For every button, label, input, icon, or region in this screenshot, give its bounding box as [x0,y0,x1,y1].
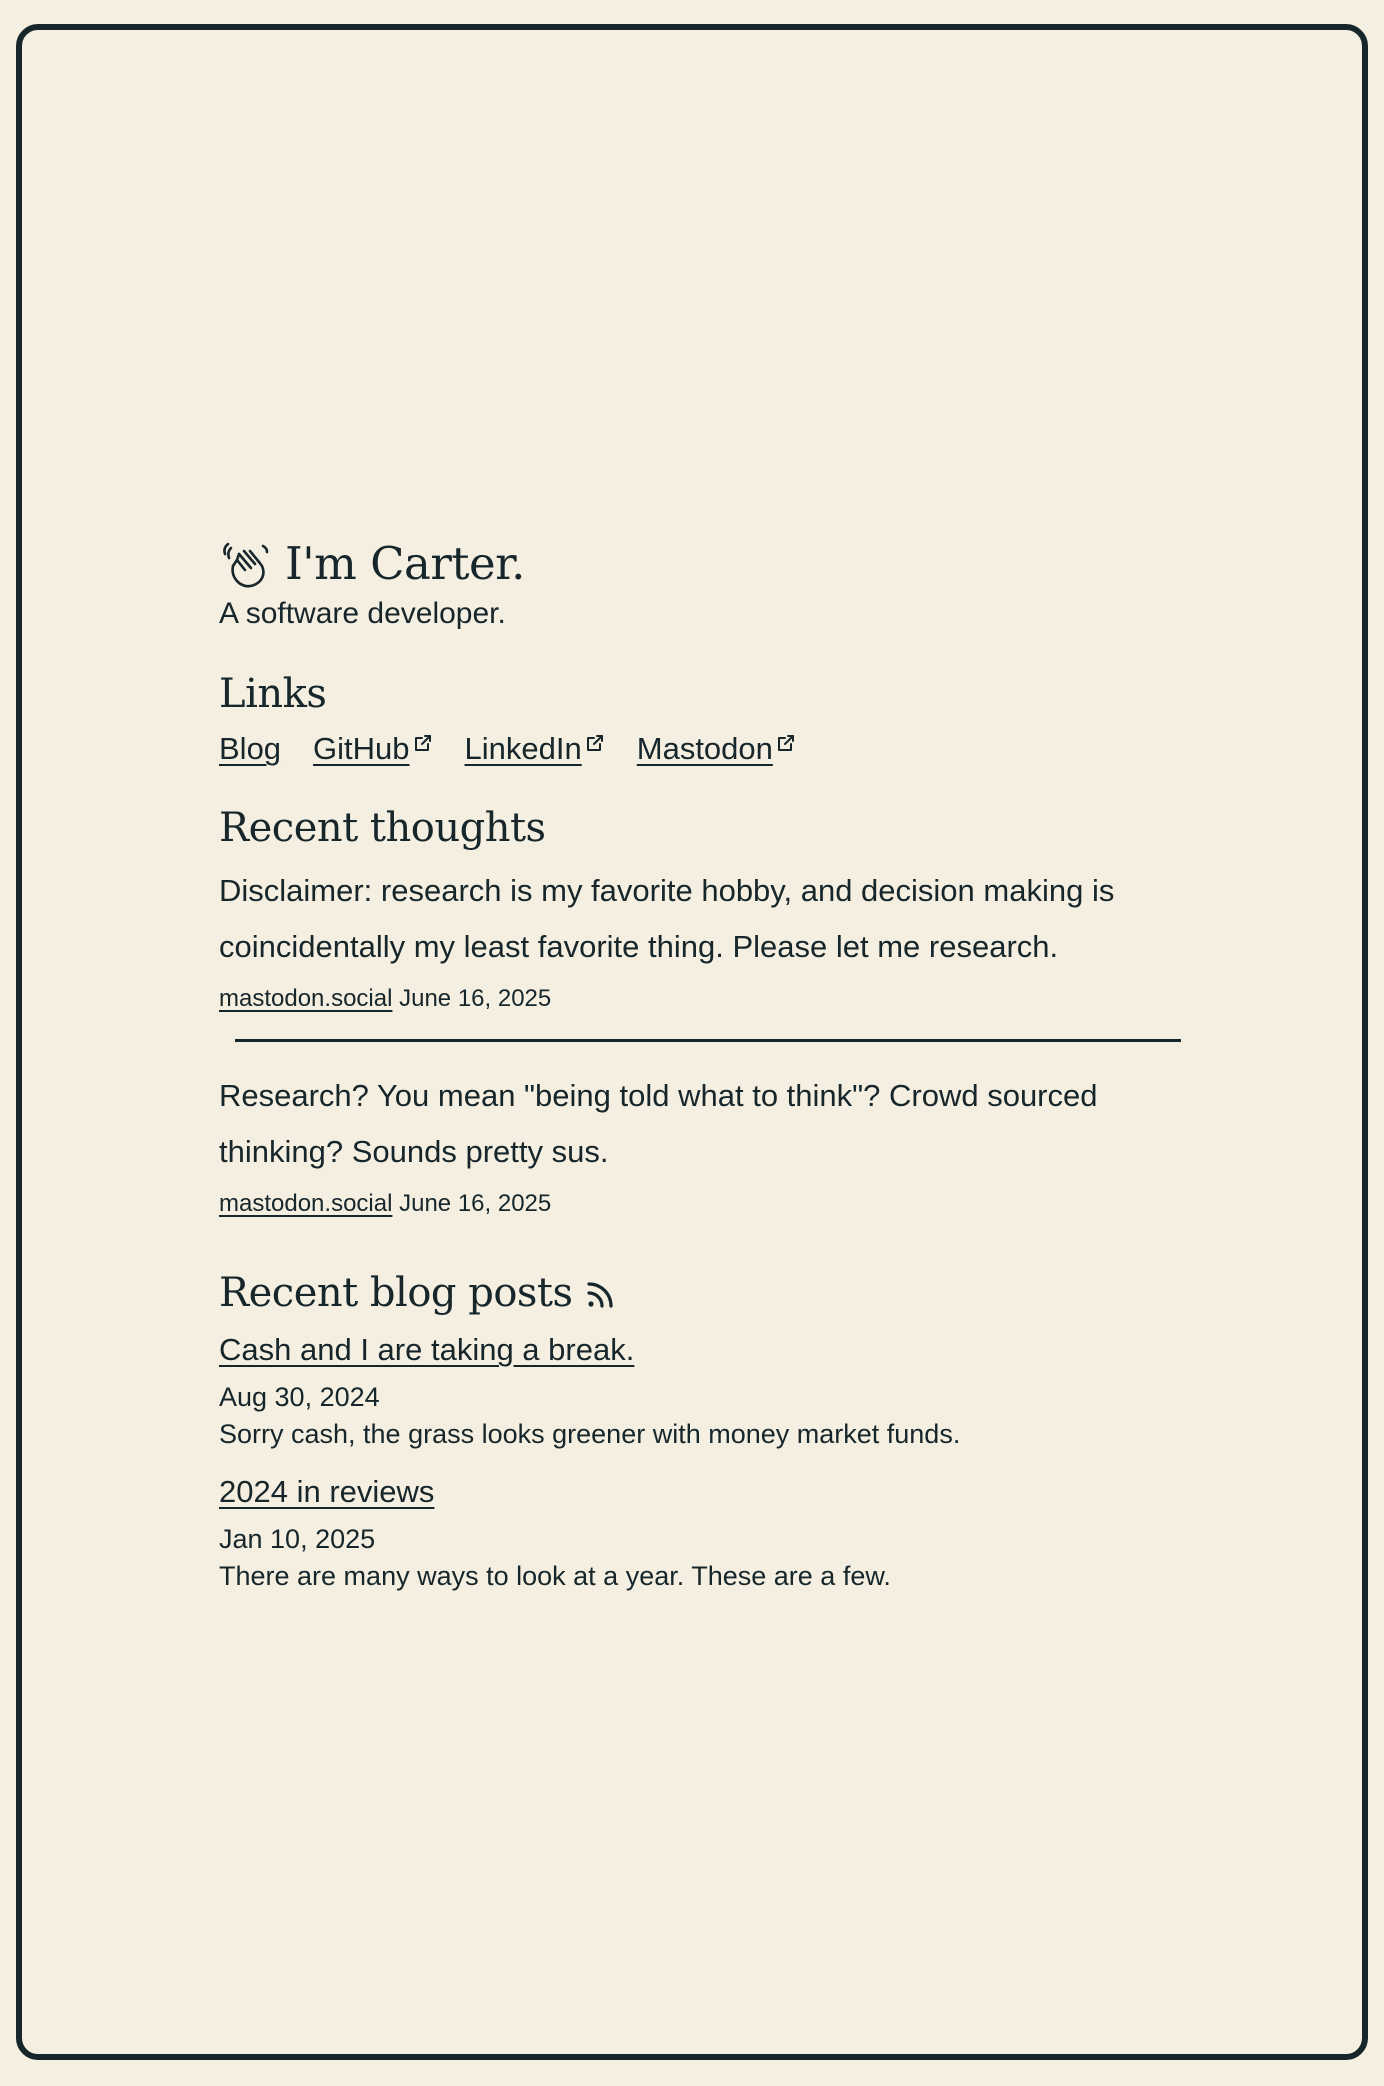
page-title [219,536,1189,592]
thought-meta [219,1190,1189,1218]
hero-subtitle: A software developer. [219,597,506,631]
thought-item [219,863,1189,1013]
link-blog[interactable] [219,725,281,767]
blog-section [219,1262,1189,1592]
link-label: GitHub [313,731,410,767]
hero-title-text: I'm Carter. [285,537,525,590]
blog-post-item [219,1332,1189,1450]
blog-heading [219,1262,1189,1324]
thought-meta [219,985,1189,1013]
link-linkedin[interactable] [465,725,605,767]
page-frame [16,24,1368,2060]
link-label: Blog [219,731,282,767]
link-mastodon[interactable] [637,725,796,767]
thought-item [219,1068,1189,1218]
blog-post-title-link[interactable]: Cash and I are taking a break. [219,1332,635,1368]
blog-post-date: Jan 10, 2025 [219,1524,376,1555]
links-heading: Links [219,671,327,718]
blog-post-item [219,1474,1189,1592]
blog-heading-text: Recent blog posts [219,1270,573,1317]
links-section [219,669,1189,767]
thoughts-heading: Recent thoughts [219,805,546,852]
thought-source-link[interactable]: mastodon.social [219,985,393,1013]
blog-post-date: Aug 30, 2024 [219,1382,380,1413]
main-content [219,536,1189,1592]
thought-text: Disclaimer: research is my favorite hobby, and decision making is coincidentally my least favorite thing. Please let me research. [219,873,1115,965]
thought-text: Research? You mean "being told what to think"? Crowd sourced thinking? Sounds pretty sus. [219,1078,1098,1170]
thought-divider [235,1039,1181,1042]
link-label: LinkedIn [464,731,582,767]
thought-date: June 16, 2025 [399,985,552,1013]
link-label: Mastodon [636,731,773,767]
thought-date: June 16, 2025 [399,1190,552,1218]
external-link-icon [413,725,433,761]
thoughts-section [219,803,1189,1218]
blog-post-title-link[interactable]: 2024 in reviews [219,1474,435,1510]
blog-post-summary: Sorry cash, the grass looks greener with money market funds. [219,1419,961,1450]
thought-source-link[interactable]: mastodon.social [219,1190,393,1218]
blog-posts-list [219,1332,1189,1592]
waving-hand-icon [219,538,271,590]
external-link-icon [585,725,605,761]
links-list [219,725,1189,767]
blog-post-summary: There are many ways to look at a year. These are a few. [219,1561,891,1592]
link-github[interactable] [313,725,432,767]
rss-icon[interactable] [583,1274,617,1324]
external-link-icon [776,725,796,761]
